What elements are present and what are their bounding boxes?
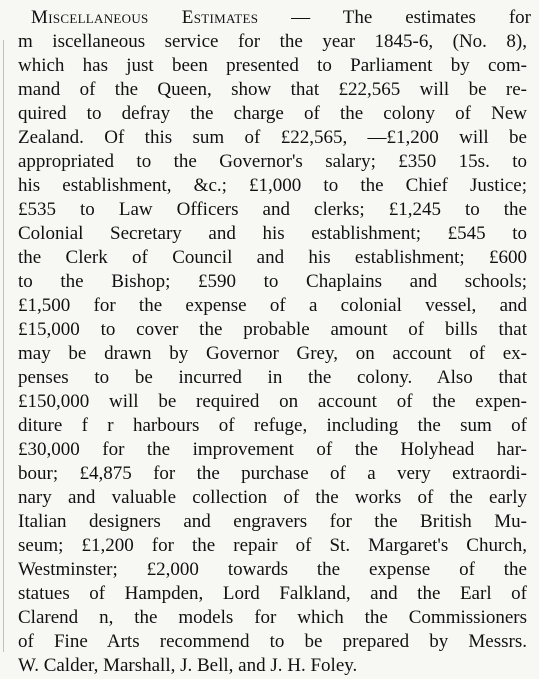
article-heading: Miscellaneous Estimates	[31, 7, 259, 28]
article-line-text: estimates for	[372, 7, 532, 28]
article-line: Clarend n, the models for which the Commissioners	[18, 607, 527, 628]
article-line: of Fine Arts recommend to be prepared by Messrs.	[18, 631, 527, 652]
article-line: seum; £1,200 for the repair of St. Margaret's Church,	[18, 535, 527, 556]
article-line: £535 to Law Officers and clerks; £1,245 to the	[18, 199, 527, 220]
article-line: Italian designers and engravers for the British Mu-	[18, 511, 527, 532]
article-line: Westminster; £2,000 towards the expense of the	[18, 559, 527, 580]
article-line: penses to be incurred in the colony. Also that	[18, 367, 527, 388]
article-line: Zealand. Of this sum of £22,565, —£1,200 will be	[18, 127, 527, 148]
article-line: quired to defray the charge of the colony of New	[18, 103, 527, 124]
article-line: which has just been presented to Parliament by com-	[18, 55, 527, 76]
article-line: m iscellaneous service for the year 1845-6, (No. 8),	[18, 31, 527, 52]
article-line: £15,000 to cover the probable amount of bills that	[18, 319, 527, 340]
article-line	[31, 6, 531, 30]
article-line: £150,000 will be required on account of the expen-	[18, 391, 527, 412]
column-rule	[3, 40, 4, 652]
article-line: diture f r harbours of refuge, including the sum of	[18, 415, 527, 436]
article-line: appropriated to the Governor's salary; £350 15s. to	[18, 151, 527, 172]
article-line: the Clerk of Council and his establishment; £600	[18, 247, 527, 268]
article-line: nary and valuable collection of the works of the early	[18, 487, 527, 508]
article-line: statues of Hampden, Lord Falkland, and the Earl of	[18, 583, 527, 604]
article-line: his establishment, &c.; £1,000 to the Chief Justice;	[18, 175, 527, 196]
article-line: bour; £4,875 for the purchase of a very extraordi-	[18, 463, 527, 484]
article-line: to the Bishop; £590 to Chaplains and schools;	[18, 271, 527, 292]
article-line: £1,500 for the expense of a colonial vessel, and	[18, 295, 527, 316]
article-line: Colonial Secretary and his establishment; £545 to	[18, 223, 527, 244]
article-line: W. Calder, Marshall, J. Bell, and J. H. Foley.	[18, 655, 358, 676]
article-line: mand of the Queen, show that £22,565 will be re-	[18, 79, 527, 100]
article-line: £30,000 for the improvement of the Holyhead har-	[18, 439, 527, 460]
article-line: may be drawn by Governor Grey, on account of ex-	[18, 343, 527, 364]
article-heading-suffix: — The	[258, 7, 373, 28]
